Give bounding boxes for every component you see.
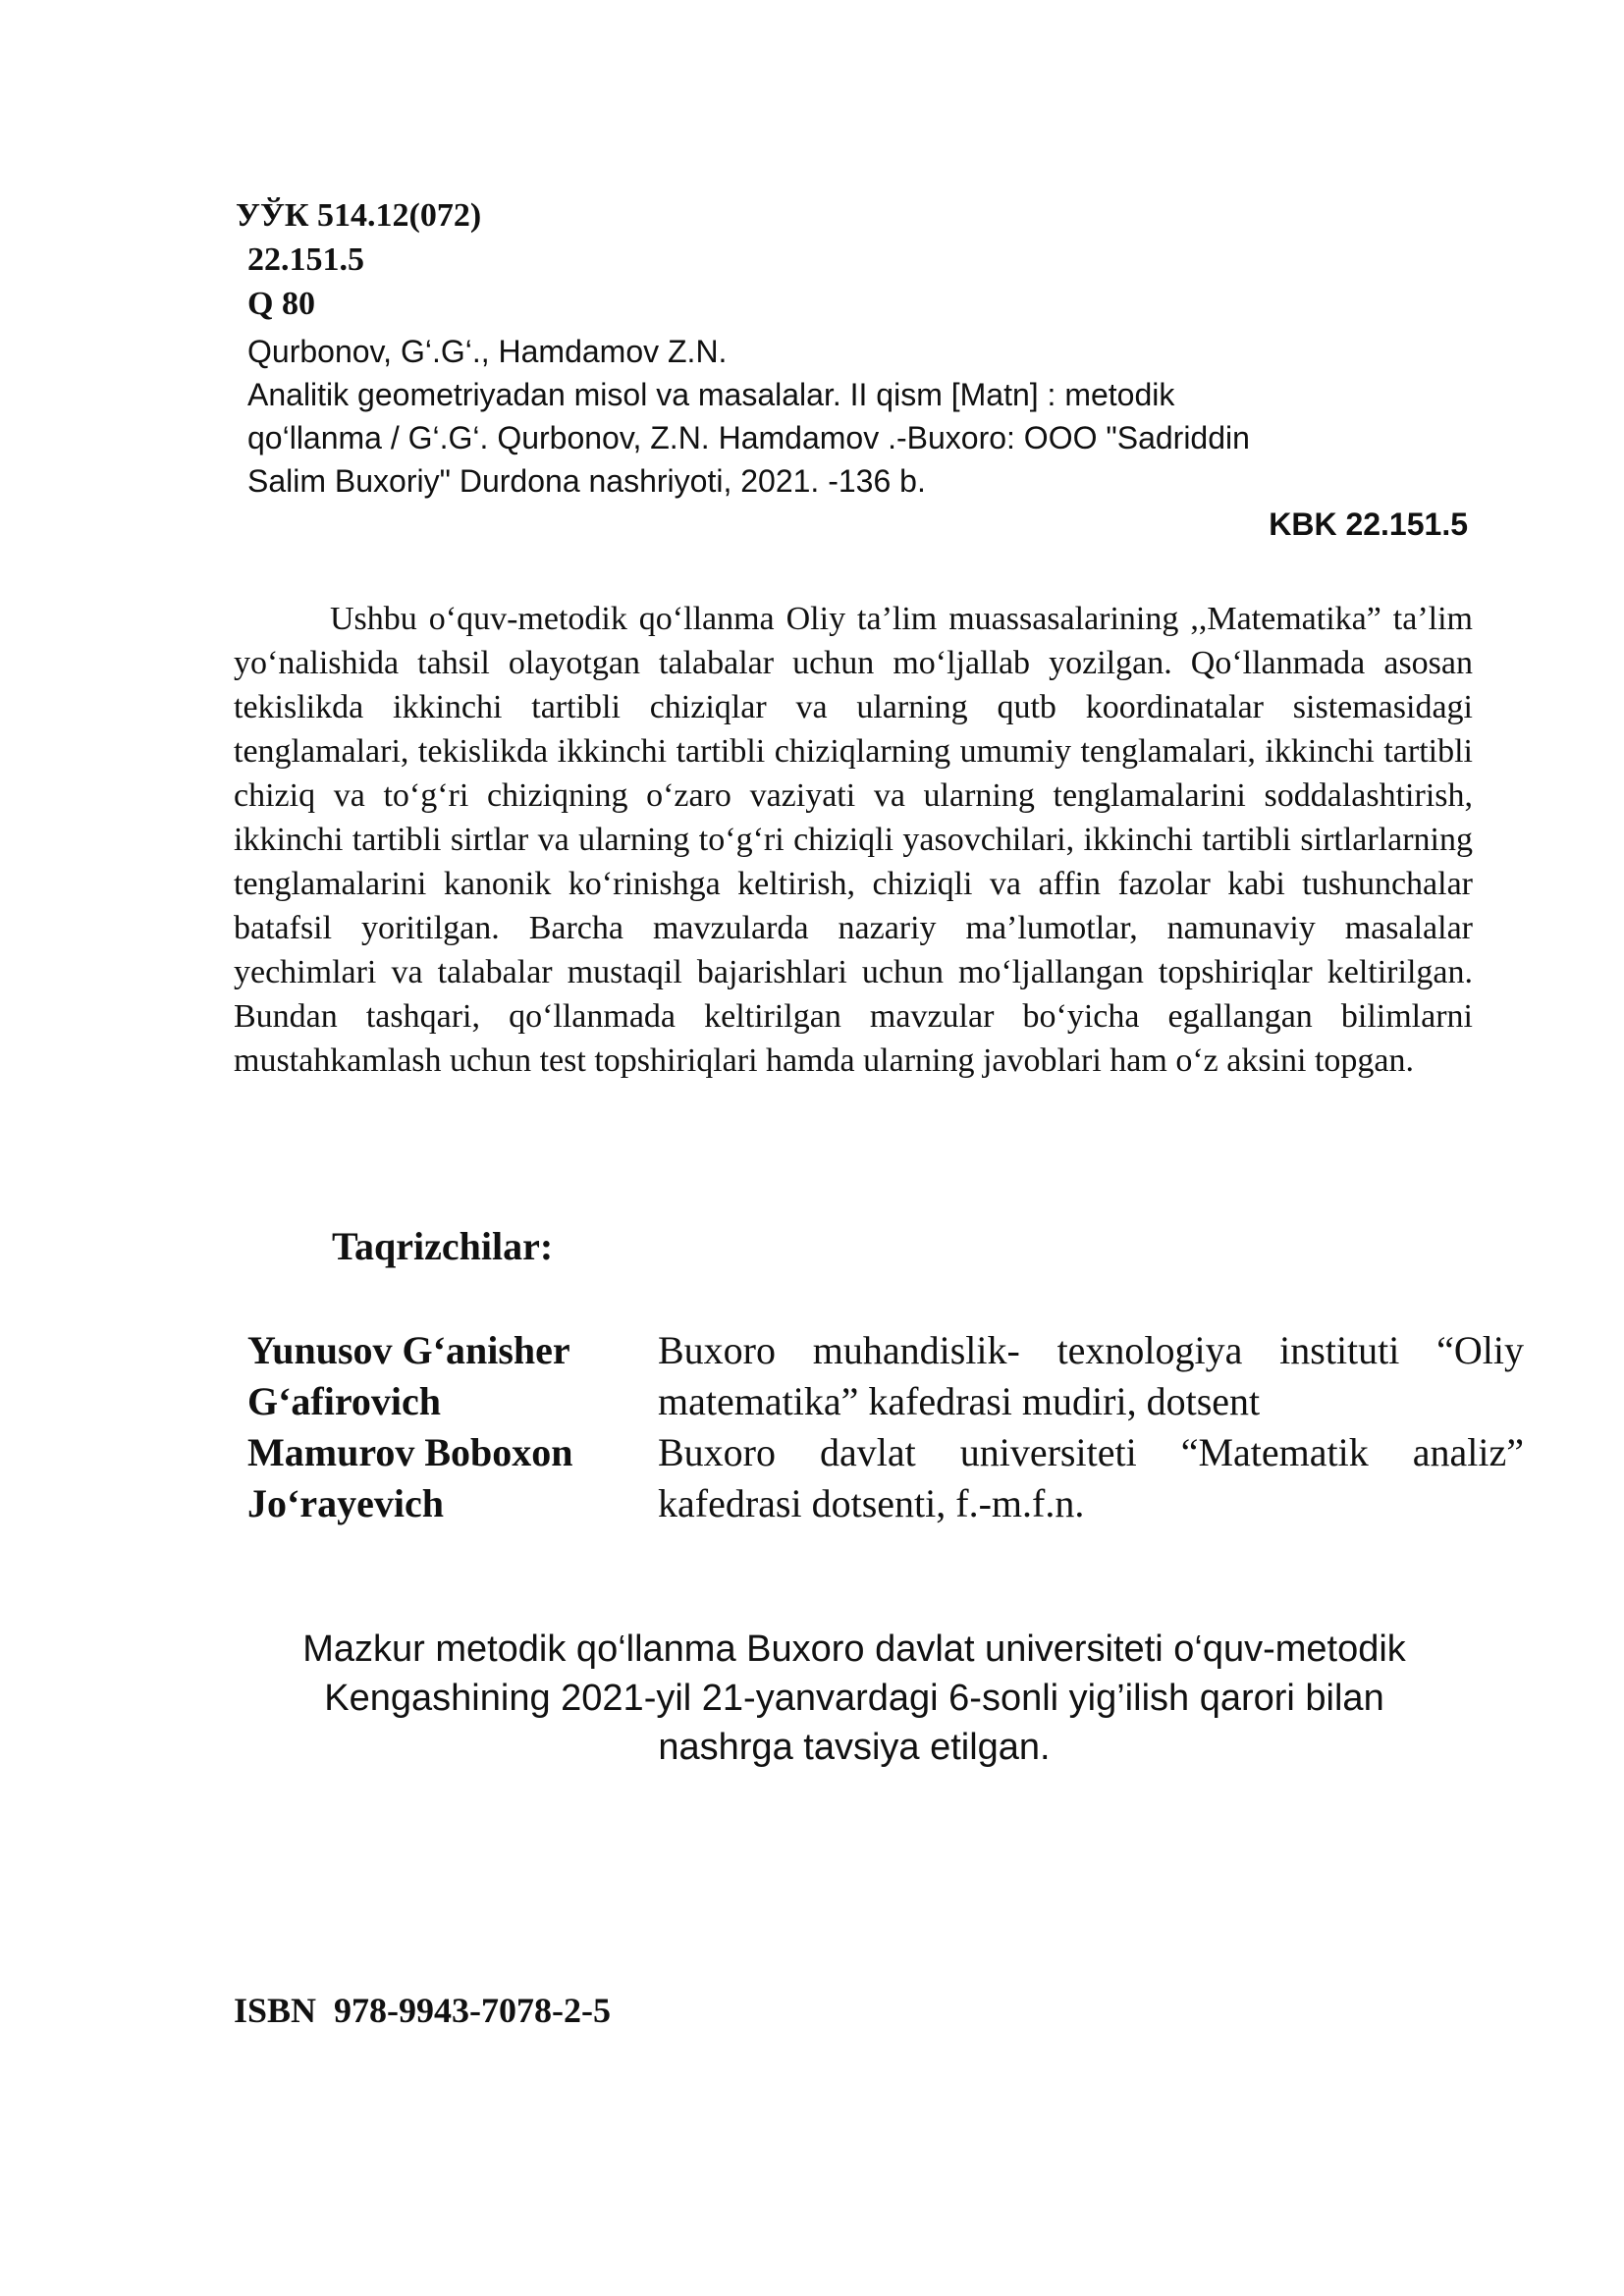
approval-line: Mazkur metodik qo‘llanma Buxoro davlat universiteti o‘quv-metodik [302,1629,1406,1670]
reviewer-name-line: G‘afirovich [247,1379,442,1423]
reviewer-affiliation: Buxoro davlat universiteti “Matematik analiz” kafedrasi dotsenti, f.-m.f.n. [658,1430,1524,1525]
reviewer-name [247,1427,640,1529]
reviewer-name-line: Yunusov G‘anisher [247,1328,570,1372]
biblio-line: Salim Buxoriy" Durdona nashriyoti, 2021. -136 b. [247,463,926,499]
author-code: Q 80 [247,286,315,322]
reviewer-name-line: Jo‘rayevich [247,1481,444,1525]
bibliographic-record [247,330,1485,503]
approval-note [226,1625,1483,1772]
reviewer-affiliation: Buxoro muhandislik- texnologiya instituti “Oliy matematika” kafedrasi mudiri, dotsent [658,1328,1524,1423]
reviewer-entry [247,1427,1524,1529]
reviewer-name [247,1325,640,1427]
biblio-line: Analitik geometriyadan misol va masalalar. II qism [Matn] : metodik [247,377,1175,412]
reviewers-heading: Taqrizchilar: [332,1224,554,1268]
bbk-code: 22.151.5 [247,241,364,278]
kbk-code: KBK 22.151.5 [1269,507,1468,542]
biblio-line: qo‘llanma / G‘.G‘. Qurbonov, Z.N. Hamdamov .-Buxoro: OOO "Sadriddin [247,420,1250,455]
authors-line: Qurbonov, G‘.G‘., Hamdamov Z.N. [247,334,728,369]
abstract-paragraph: Ushbu o‘quv-metodik qo‘llanma Oliy ta’lim muassasalarining ,,Matematika” ta’lim yo‘nalishida tahsil olayotgan talabalar uchun mo‘ljallab yozilgan. Qo‘llanmada asosan tekislikda ikkinchi tartibli chiziqlar va ularning qutb koordinatalar sistemasidagi tenglamalari, tekislikda ikkinchi tartibli chiziqlarning umumiy tenglamalari, ikkinchi tartibli chiziq va to‘g‘ri chiziqning o‘zaro vaziyati va ularning tenglamalarini soddalashtirish, ikkinchi tartibli sirtlar va ularning to‘g‘ri chiziqli yasovchilari, ikkinchi tartibli sirtlarlarning tenglamalarini kanonik ko‘rinishga keltirish, chiziqli va affin fazolar kabi tushunchalar batafsil yoritilgan. Barcha mavzularda nazariy ma’lumotlar, namunaviy masalalar yechimlari va talabalar mustaqil bajarishlari uchun mo‘ljallangan topshiriqlar keltirilgan. Bundan tashqari, qo‘llanmada keltirilgan mavzular bo‘yicha egallangan bilimlarni mustahkamlash uchun test topshiriqlari hamda ularning javoblari ham o‘z aksini topgan. [234,601,1473,1079]
approval-line: Kengashining 2021-yil 21-yanvardagi 6-sonli yig’ilish qarori bilan [324,1678,1384,1719]
reviewer-name-line: Mamurov Boboxon [247,1430,573,1474]
isbn-number: ISBN 978-9943-7078-2-5 [234,1991,611,2030]
reviewer-entry [247,1325,1524,1427]
approval-line: nashrga tavsiya etilgan. [658,1727,1051,1768]
udk-code: УЎК 514.12(072) [236,197,482,234]
